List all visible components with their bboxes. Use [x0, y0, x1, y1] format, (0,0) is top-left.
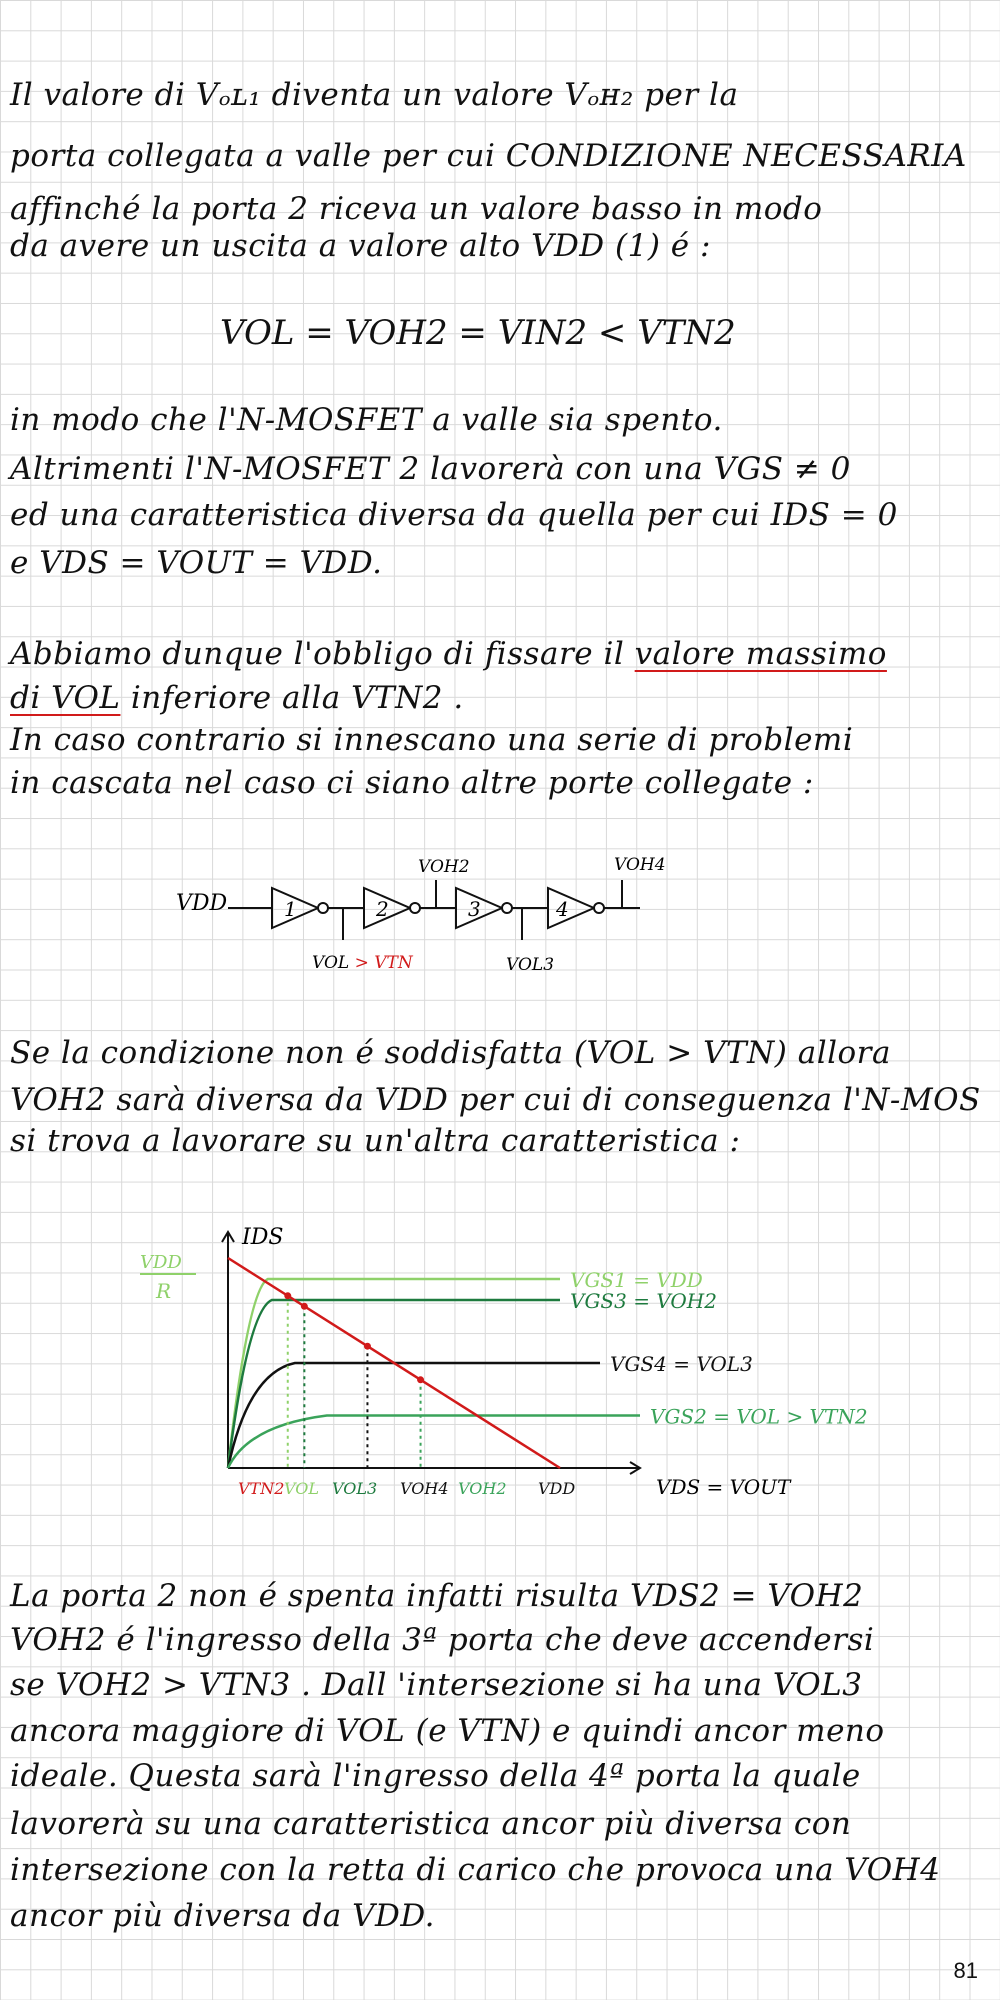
text-line: ideale. Questa sarà l'ingresso della 4ª porta la quale [10, 1758, 861, 1794]
intersection-point [364, 1343, 371, 1350]
text-line: VOH2 é l'ingresso della 3ª porta che deve accendersi [10, 1622, 875, 1658]
vol-condition: > VTN [354, 953, 413, 973]
ids-vds-chart [0, 1210, 1000, 1520]
text-line: VOH2 sarà diversa da VDD per cui di conseguenza l'N-MOS [10, 1082, 981, 1118]
series-label: VGS1 = VDD [570, 1268, 703, 1292]
text-line: Altrimenti l'N-MOSFET 2 lavorerà con una VGS ≠ 0 [10, 451, 851, 487]
vol-label [312, 953, 414, 973]
text-line [10, 680, 990, 716]
x-tick-label: VDD [538, 1479, 576, 1498]
text-line: in modo che l'N-MOSFET a valle sia spento. [10, 402, 723, 438]
text-line: La porta 2 non é spenta infatti risulta VDS2 = VOH2 [10, 1578, 864, 1614]
series-curve [228, 1416, 640, 1469]
vdd-input-label: VDD [176, 891, 228, 916]
text-line: In caso contrario si innescano una serie di problemi [10, 722, 854, 758]
gate-label: 4 [556, 897, 569, 921]
page-number: 81 [953, 1958, 978, 1983]
underlined-text: di VOL [10, 680, 121, 716]
text-segment: inferiore alla VTN2 . [120, 680, 464, 716]
text-line: da avere un uscita a valore alto VDD (1) é : [10, 228, 711, 264]
y-intercept-numerator: VDD [140, 1252, 182, 1273]
text-line: porta collegata a valle per cui CONDIZIONE NECESSARIA [10, 138, 967, 174]
gate-label: 3 [468, 897, 481, 921]
text-line: Il valore di Vₒʟ₁ diventa un valore Vₒʜ₂ per la [10, 77, 739, 113]
series-label: VGS4 = VOL3 [610, 1352, 753, 1376]
text-line: lavorerà su una caratteristica ancor più diversa con [10, 1806, 852, 1842]
x-tick-label: VOH2 [458, 1479, 507, 1498]
intersection-point [417, 1376, 424, 1383]
vol-name: VOL [312, 953, 350, 973]
text-line: ancor più diversa da VDD. [10, 1898, 435, 1934]
voh4-label: VOH4 [614, 855, 666, 875]
gate-label: 1 [284, 897, 297, 921]
text-line: se VOH2 > VTN3 . Dall 'intersezione si ha una VOL3 [10, 1667, 863, 1703]
series-label: VGS3 = VOH2 [570, 1289, 717, 1313]
y-intercept-denominator: R [156, 1279, 172, 1303]
x-axis-label-text: VDS = VOUT [656, 1475, 791, 1499]
voh2-label: VOH2 [418, 857, 470, 877]
series-label: VGS2 = VOL > VTN2 [650, 1404, 868, 1429]
text-line [10, 636, 990, 672]
text-line: in cascata nel caso ci siano altre porte collegate : [10, 765, 814, 801]
equation: VOL = VOH2 = VIN2 < VTN2 [220, 313, 736, 353]
inverter-chain-diagram [0, 830, 1000, 1000]
underlined-text: valore massimo [634, 636, 887, 672]
text-segment: Abbiamo dunque l'obbligo di fissare il [10, 636, 635, 672]
text-line: intersezione con la retta di carico che provoca una VOH4 [10, 1852, 941, 1888]
gate-label: 2 [376, 897, 389, 921]
text-line: si trova a lavorare su un'altra caratteristica : [10, 1123, 741, 1159]
x-tick-label: VTN2 [238, 1479, 285, 1498]
series-curve [228, 1279, 560, 1468]
intersection-point [301, 1303, 308, 1310]
text-line: Se la condizione non é soddisfatta (VOL > VTN) allora [10, 1035, 891, 1071]
text-line: e VDS = VOUT = VDD. [10, 545, 383, 581]
text-line: ed una caratteristica diversa da quella per cui IDS = 0 [10, 497, 898, 533]
vol3-label: VOL3 [506, 955, 555, 975]
series-curve [228, 1300, 560, 1468]
x-axis-label [656, 1475, 792, 1499]
text-line: ancora maggiore di VOL (e VTN) e quindi ancor meno [10, 1713, 885, 1749]
x-tick-label: VOH4 [400, 1479, 449, 1498]
intersection-point [284, 1292, 291, 1299]
y-axis-label: IDS [242, 1225, 284, 1250]
x-tick-label: VOL [284, 1479, 320, 1498]
text-line: affinché la porta 2 riceva un valore basso in modo [10, 191, 823, 227]
x-tick-label: VOL3 [332, 1479, 378, 1498]
